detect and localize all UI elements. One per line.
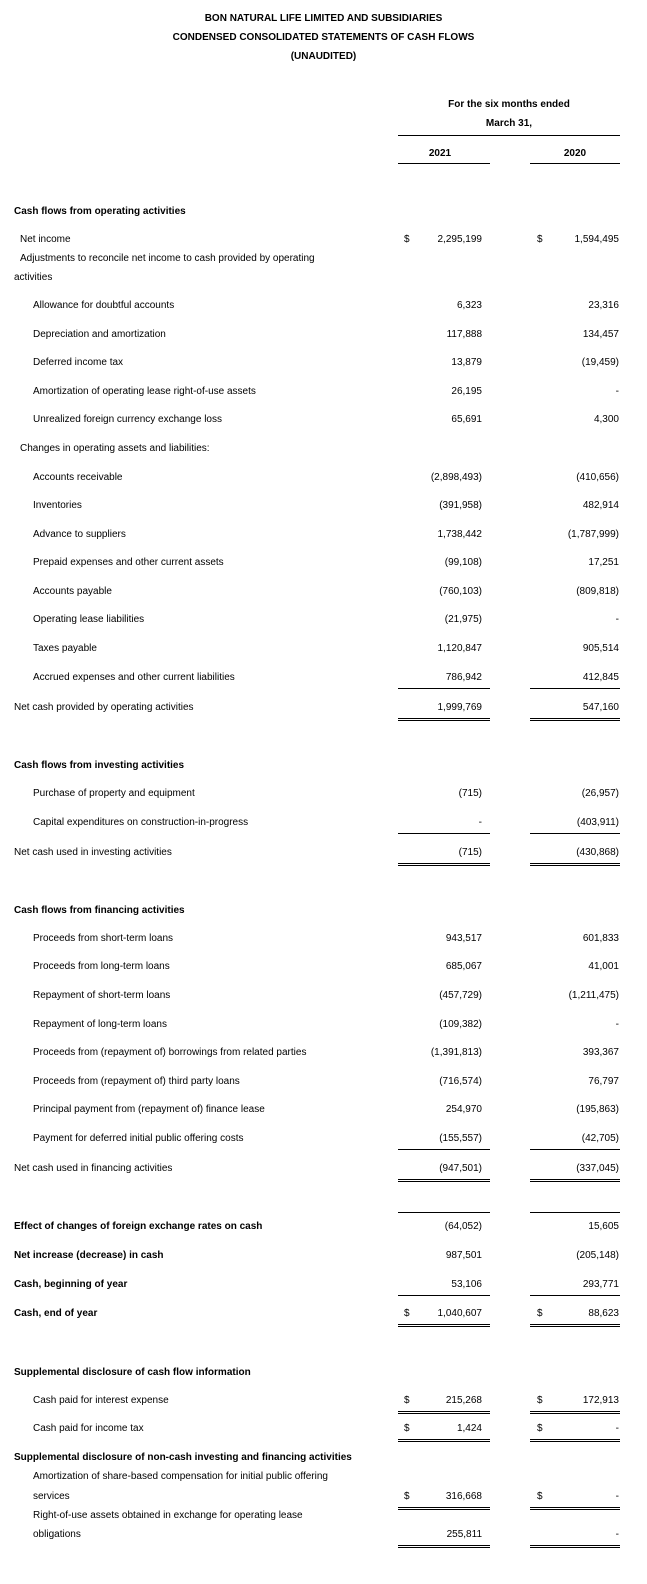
period-rule	[398, 135, 620, 136]
payable-label: Accounts payable	[33, 586, 112, 597]
fx-loss-label: Unrealized foreign currency exchange loss	[33, 414, 222, 425]
repay-lt-label: Repayment of long-term loans	[33, 1019, 167, 1030]
repay-lt-2020: -	[615, 1019, 619, 1030]
lease-amortization-label: Amortization of operating lease right-of-use assets	[33, 386, 256, 397]
net-change-2021: 987,501	[445, 1250, 482, 1261]
subtotal-rule	[530, 833, 620, 834]
net-change-label: Net increase (decrease) in cash	[14, 1250, 164, 1261]
st-loans-2021: 943,517	[445, 933, 482, 944]
net-investing-2021: (715)	[458, 847, 482, 858]
total-rule	[398, 1507, 490, 1510]
accrued-2021: 786,942	[445, 672, 482, 683]
cash-end-label: Cash, end of year	[14, 1308, 98, 1319]
depreciation-2020: 134,457	[582, 329, 619, 340]
noncash-heading: Supplemental disclosure of non-cash investing and financing activities	[14, 1452, 352, 1463]
receivable-2021: (2,898,493)	[430, 472, 482, 483]
cash-begin-label: Cash, beginning of year	[14, 1279, 128, 1290]
currency-symbol: $	[404, 1491, 410, 1502]
cash-end-2021: 1,040,607	[437, 1308, 482, 1319]
st-loans-label: Proceeds from short-term loans	[33, 933, 174, 944]
unaudited-note: (UNAUDITED)	[290, 51, 357, 62]
net-investing-2020: (430,868)	[576, 847, 619, 858]
rou-2020: -	[615, 1529, 619, 1540]
operating-heading: Cash flows from operating activities	[14, 206, 186, 217]
currency-symbol: $	[537, 1308, 543, 1319]
taxes-payable-label: Taxes payable	[33, 643, 97, 654]
allowance-2021: 6,323	[456, 300, 482, 311]
ipo-costs-2021: (155,557)	[439, 1133, 482, 1144]
repay-st-2021: (457,729)	[439, 990, 482, 1001]
net-income-label: Net income	[20, 234, 71, 245]
tax-paid-2021: 1,424	[456, 1423, 482, 1434]
related-party-label: Proceeds from (repayment of) borrowings from related parties	[33, 1047, 307, 1058]
third-party-2020: 76,797	[588, 1076, 619, 1087]
total-rule	[398, 1545, 490, 1548]
total-rule	[530, 863, 620, 866]
repay-st-2020: (1,211,475)	[568, 990, 619, 1001]
total-rule	[398, 718, 490, 721]
share-comp-label-line2: services	[33, 1491, 70, 1502]
year-2021-rule	[398, 163, 490, 164]
ppe-2020: (26,957)	[581, 788, 619, 799]
total-rule	[398, 1411, 490, 1414]
lease-amortization-2020: -	[615, 386, 619, 397]
tax-paid-label: Cash paid for income tax	[33, 1423, 144, 1434]
inventories-2020: 482,914	[582, 500, 619, 511]
inventories-2021: (391,958)	[439, 500, 482, 511]
third-party-2021: (716,574)	[439, 1076, 482, 1087]
rou-label-line1: Right-of-use assets obtained in exchange for operating lease	[33, 1510, 303, 1521]
total-rule	[530, 718, 620, 721]
capex-label: Capital expenditures on construction-in-progress	[33, 817, 249, 828]
net-financing-2020: (337,045)	[576, 1163, 619, 1174]
currency-symbol: $	[537, 1423, 543, 1434]
subtotal-rule	[398, 1149, 490, 1150]
repay-lt-2021: (109,382)	[439, 1019, 482, 1030]
year-2021-header: 2021	[428, 148, 452, 159]
subtotal-rule	[530, 1149, 620, 1150]
depreciation-2021: 117,888	[446, 329, 482, 340]
prepaid-label: Prepaid expenses and other current assets	[33, 557, 224, 568]
changes-label: Changes in operating assets and liabilities:	[20, 443, 210, 454]
advance-label: Advance to suppliers	[33, 529, 126, 540]
taxes-payable-2021: 1,120,847	[437, 643, 482, 654]
cash-begin-2020: 293,771	[582, 1279, 619, 1290]
finance-lease-label: Principal payment from (repayment of) finance lease	[33, 1104, 265, 1115]
year-2020-rule	[530, 163, 620, 164]
total-rule	[530, 1324, 620, 1327]
summary-top-rule	[530, 1212, 620, 1213]
depreciation-label: Depreciation and amortization	[33, 329, 166, 340]
third-party-label: Proceeds from (repayment of) third party loans	[33, 1076, 240, 1087]
total-rule	[530, 1439, 620, 1442]
currency-symbol: $	[404, 234, 410, 245]
subtotal-rule	[398, 833, 490, 834]
rou-label-line2: obligations	[33, 1529, 81, 1540]
fx-loss-2020: 4,300	[593, 414, 619, 425]
st-loans-2020: 601,833	[582, 933, 619, 944]
cash-end-2020: 88,623	[588, 1308, 619, 1319]
related-party-2020: 393,367	[582, 1047, 619, 1058]
finance-lease-2021: 254,970	[445, 1104, 482, 1115]
lease-liabilities-2021: (21,975)	[444, 614, 482, 625]
advance-2021: 1,738,442	[437, 529, 482, 540]
share-comp-2021: 316,668	[445, 1491, 482, 1502]
net-operating-2020: 547,160	[582, 702, 619, 713]
net-operating-2021: 1,999,769	[437, 702, 482, 713]
share-comp-2020: -	[615, 1491, 619, 1502]
cash-begin-2021: 53,106	[451, 1279, 482, 1290]
subtotal-rule	[398, 1295, 490, 1296]
capex-2021: -	[478, 817, 482, 828]
receivable-2020: (410,656)	[576, 472, 619, 483]
net-income-2020: 1,594,495	[574, 234, 619, 245]
currency-symbol: $	[404, 1395, 410, 1406]
share-comp-label-line1: Amortization of share-based compensation for initial public offering	[33, 1471, 328, 1482]
fx-loss-2021: 65,691	[451, 414, 482, 425]
year-2020-header: 2020	[563, 148, 587, 159]
fx-effect-label: Effect of changes of foreign exchange rates on cash	[14, 1221, 263, 1232]
net-financing-label: Net cash used in financing activities	[14, 1163, 173, 1174]
total-rule	[530, 1507, 620, 1510]
lt-loans-label: Proceeds from long-term loans	[33, 961, 170, 972]
company-name: BON NATURAL LIFE LIMITED AND SUBSIDIARIES	[204, 13, 443, 24]
allowance-label: Allowance for doubtful accounts	[33, 300, 175, 311]
total-rule	[398, 1179, 490, 1182]
summary-top-rule	[398, 1212, 490, 1213]
lease-amortization-2021: 26,195	[451, 386, 482, 397]
total-rule	[530, 1545, 620, 1548]
interest-paid-2021: 215,268	[445, 1395, 482, 1406]
inventories-label: Inventories	[33, 500, 82, 511]
related-party-2021: (1,391,813)	[430, 1047, 482, 1058]
ipo-costs-label: Payment for deferred initial public offering costs	[33, 1133, 244, 1144]
currency-symbol: $	[537, 1491, 543, 1502]
ppe-2021: (715)	[458, 788, 482, 799]
finance-lease-2020: (195,863)	[576, 1104, 619, 1115]
deferred-tax-label: Deferred income tax	[33, 357, 124, 368]
financing-heading: Cash flows from financing activities	[14, 905, 185, 916]
receivable-label: Accounts receivable	[33, 472, 123, 483]
net-financing-2021: (947,501)	[439, 1163, 482, 1174]
supplemental-heading: Supplemental disclosure of cash flow information	[14, 1367, 251, 1378]
fx-effect-2021: (64,052)	[444, 1221, 482, 1232]
payable-2020: (809,818)	[576, 586, 619, 597]
subtotal-rule	[398, 688, 490, 689]
net-operating-label: Net cash provided by operating activities	[14, 702, 194, 713]
total-rule	[398, 863, 490, 866]
tax-paid-2020: -	[615, 1423, 619, 1434]
currency-symbol: $	[537, 234, 543, 245]
total-rule	[398, 1439, 490, 1442]
subtotal-rule	[530, 1295, 620, 1296]
deferred-tax-2020: (19,459)	[581, 357, 619, 368]
allowance-2020: 23,316	[588, 300, 619, 311]
payable-2021: (760,103)	[439, 586, 482, 597]
net-change-2020: (205,148)	[576, 1250, 619, 1261]
currency-symbol: $	[537, 1395, 543, 1406]
advance-2020: (1,787,999)	[567, 529, 619, 540]
fx-effect-2020: 15,605	[588, 1221, 619, 1232]
prepaid-2021: (99,108)	[444, 557, 482, 568]
total-rule	[530, 1411, 620, 1414]
lt-loans-2021: 685,067	[445, 961, 482, 972]
lease-liabilities-2020: -	[615, 614, 619, 625]
prepaid-2020: 17,251	[588, 557, 619, 568]
deferred-tax-2021: 13,879	[451, 357, 482, 368]
investing-heading: Cash flows from investing activities	[14, 760, 185, 771]
lease-liabilities-label: Operating lease liabilities	[33, 614, 145, 625]
total-rule	[398, 1324, 490, 1327]
total-rule	[530, 1179, 620, 1182]
period-header-line1: For the six months ended	[448, 99, 570, 110]
accrued-label: Accrued expenses and other current liabilities	[33, 672, 235, 683]
taxes-payable-2020: 905,514	[582, 643, 619, 654]
interest-paid-2020: 172,913	[582, 1395, 619, 1406]
currency-symbol: $	[404, 1423, 410, 1434]
lt-loans-2020: 41,001	[588, 961, 619, 972]
ipo-costs-2020: (42,705)	[581, 1133, 619, 1144]
adjustments-label-line1: Adjustments to reconcile net income to cash provided by operating	[20, 253, 315, 264]
adjustments-label-line2: activities	[14, 272, 53, 283]
accrued-2020: 412,845	[582, 672, 619, 683]
subtotal-rule	[530, 688, 620, 689]
interest-paid-label: Cash paid for interest expense	[33, 1395, 169, 1406]
net-investing-label: Net cash used in investing activities	[14, 847, 172, 858]
statement-title: CONDENSED CONSOLIDATED STATEMENTS OF CASH FLOWS	[172, 32, 475, 43]
period-header-line2: March 31,	[485, 118, 533, 129]
capex-2020: (403,911)	[576, 817, 619, 828]
currency-symbol: $	[404, 1308, 410, 1319]
net-income-2021: 2,295,199	[437, 234, 482, 245]
ppe-label: Purchase of property and equipment	[33, 788, 195, 799]
repay-st-label: Repayment of short-term loans	[33, 990, 171, 1001]
rou-2021: 255,811	[446, 1529, 482, 1540]
